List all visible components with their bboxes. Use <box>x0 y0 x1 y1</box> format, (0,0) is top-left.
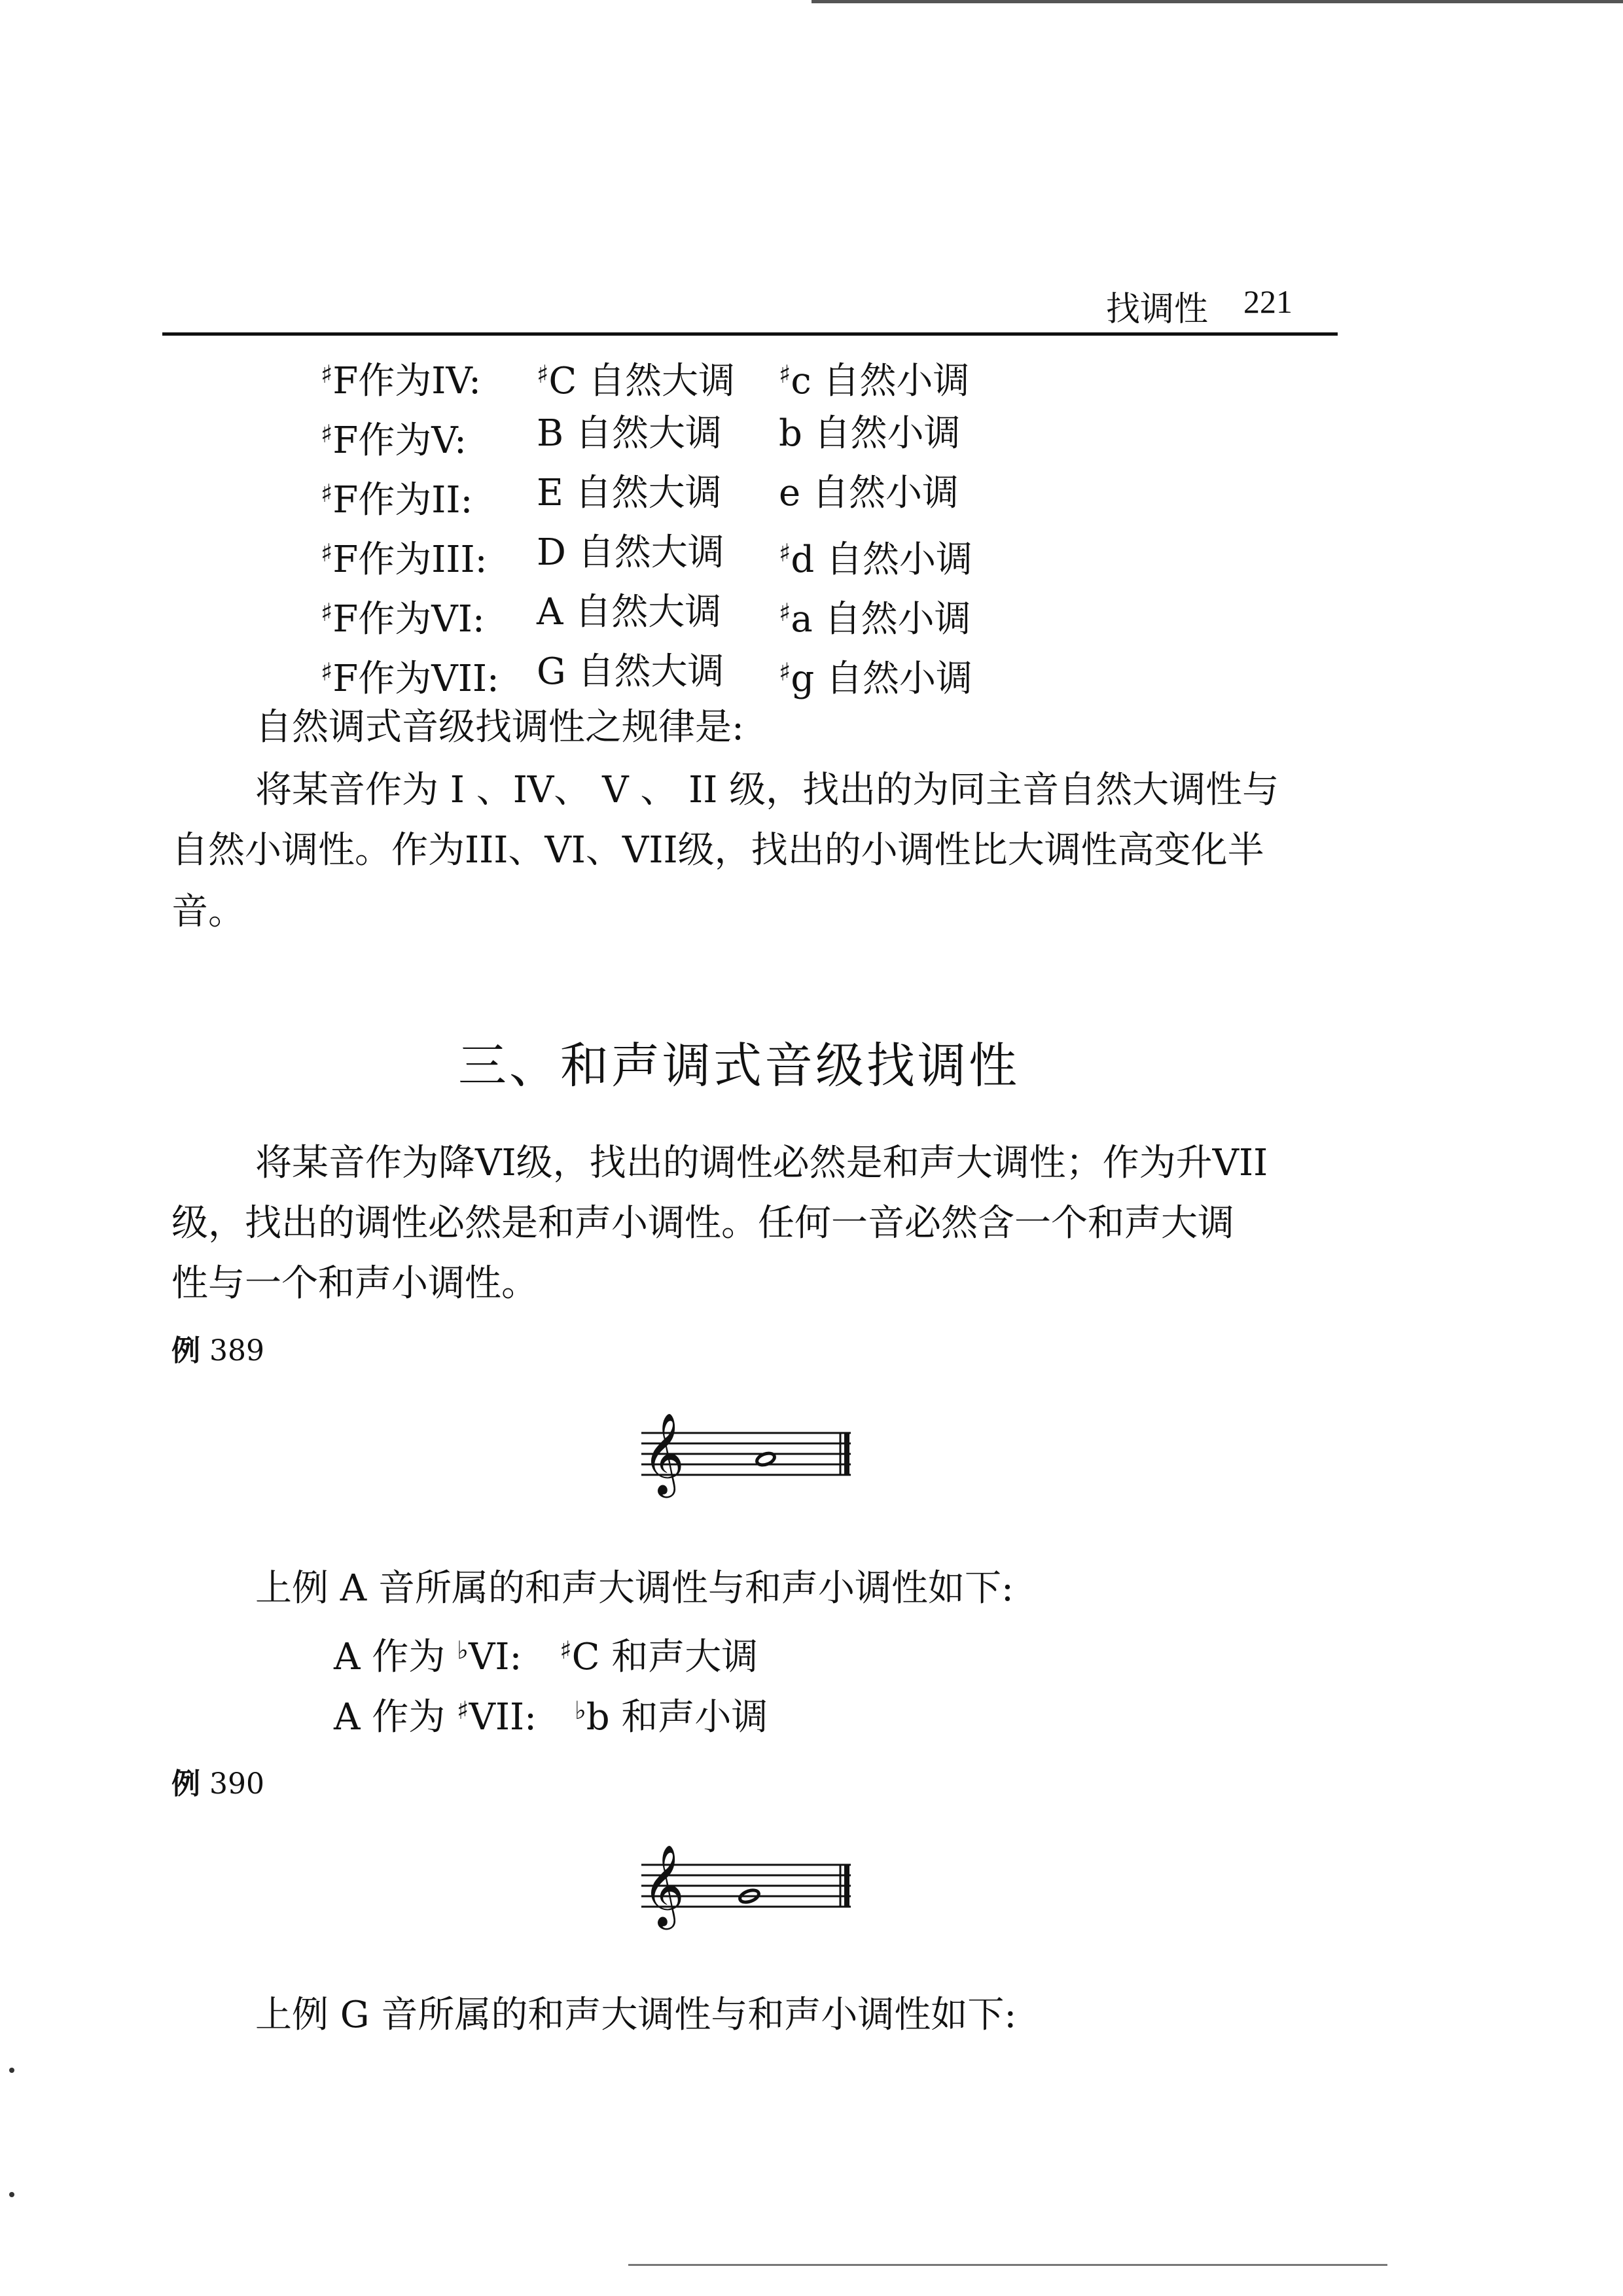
scale-degree-cell <box>321 646 499 705</box>
major-key-cell <box>537 527 724 579</box>
major-key-cell <box>537 586 721 639</box>
harmonic-row-2 <box>334 1684 768 1744</box>
scan-speck <box>9 2068 14 2073</box>
note-name: F <box>332 598 359 641</box>
degree-role: 作为VI: <box>358 598 485 641</box>
major-key: D 自然大调 <box>537 531 724 574</box>
scale-degree-cell <box>321 408 467 467</box>
sharp-icon: ♯ <box>321 478 333 508</box>
harmonic-row-1-prefix: A 作为 <box>334 1636 457 1678</box>
example-390-label <box>171 1760 264 1802</box>
treble-clef-icon: 𝄞 <box>643 1413 685 1494</box>
degree-role: 作为II: <box>358 479 473 521</box>
flat-icon: ♭ <box>457 1635 469 1665</box>
section-heading: 三、和声调式音级找调性 <box>458 1038 1020 1094</box>
sharp-icon: ♯ <box>779 597 791 627</box>
sharp-icon: ♯ <box>779 538 791 567</box>
treble-clef-icon: 𝄞 <box>643 1845 685 1926</box>
bottom-scan-line <box>628 2264 1387 2266</box>
degree-role: 作为VII: <box>358 658 499 700</box>
harmonic-row-2-degree: VII: <box>469 1696 537 1739</box>
major-key: A 自然大调 <box>537 591 722 633</box>
sharp-icon: ♯ <box>779 657 791 686</box>
minor-key: c 自然小调 <box>791 360 970 402</box>
example-389-intro: 上例 A 音所属的和声大调性与和声小调性如下: <box>255 1567 1014 1610</box>
example-number: 389 <box>209 1334 264 1368</box>
example-389-label <box>171 1327 264 1369</box>
harmonic-row-1-degree: VI: <box>468 1636 522 1678</box>
major-key-cell <box>537 467 722 520</box>
minor-key: d 自然小调 <box>791 539 973 581</box>
minor-key: e 自然小调 <box>779 472 959 514</box>
major-key: B 自然大调 <box>537 412 722 455</box>
minor-key: a 自然小调 <box>791 598 971 641</box>
degree-role: 作为III: <box>358 539 488 581</box>
example-label-char: 例 <box>171 1334 200 1368</box>
rule-intro: 自然调式音级找调性之规律是: <box>255 706 744 749</box>
rule-paragraph-line-1: 将某音作为 I 、IV、 V 、 II 级，找出的为同主音自然大调性与 <box>255 769 1279 811</box>
example-label-char: 例 <box>171 1767 200 1801</box>
scale-degree-cell <box>321 586 485 646</box>
harmonic-paragraph-line-2: 级，找出的调性必然是和声小调性。任何一音必然含一个和声大调 <box>171 1202 1234 1245</box>
minor-key: g 自然小调 <box>791 658 973 700</box>
header-rule <box>162 332 1338 336</box>
note-name: F <box>332 419 359 462</box>
sharp-icon: ♯ <box>457 1695 469 1725</box>
major-key-cell <box>537 408 722 460</box>
major-key: E 自然大调 <box>537 472 722 514</box>
rule-paragraph-line-2: 自然小调性。作为III、VI、VII级，找出的小调性比大调性高变化半 <box>171 829 1264 872</box>
scan-speck <box>9 2192 14 2197</box>
sharp-icon: ♯ <box>779 359 791 389</box>
running-header-title: 找调性 <box>1106 290 1209 329</box>
sharp-icon: ♯ <box>321 657 333 686</box>
natural-table-row <box>0 586 1309 639</box>
flat-icon: ♭ <box>574 1695 586 1725</box>
minor-key-cell <box>779 586 971 646</box>
note-name: F <box>332 658 359 700</box>
note-name: F <box>332 360 359 402</box>
major-key-cell <box>537 348 735 408</box>
scale-degree-cell <box>321 527 487 586</box>
minor-key-cell <box>779 348 970 408</box>
harmonic-row-2-result: b 和声小调 <box>586 1696 768 1739</box>
harmonic-row-1-result: C 和声大调 <box>571 1636 758 1678</box>
example-390-staff <box>635 1819 857 1930</box>
sharp-icon: ♯ <box>321 597 333 627</box>
harmonic-row-1 <box>334 1624 758 1684</box>
harmonic-paragraph-line-3: 性与一个和声小调性。 <box>171 1262 538 1305</box>
minor-key-cell <box>779 408 961 460</box>
minor-key: b 自然小调 <box>779 412 961 455</box>
harmonic-row-2-prefix: A 作为 <box>334 1696 457 1739</box>
example-number: 390 <box>209 1767 264 1801</box>
major-key: C 自然大调 <box>548 360 736 402</box>
sharp-icon: ♯ <box>321 359 333 389</box>
scale-degree-cell <box>321 467 473 527</box>
rule-paragraph-line-3: 音。 <box>171 891 245 933</box>
degree-role: 作为V: <box>358 419 467 462</box>
top-edge-rule <box>812 0 1623 3</box>
major-key-cell <box>537 646 724 698</box>
major-key: G 自然大调 <box>537 650 724 693</box>
degree-role: 作为IV: <box>358 360 482 402</box>
sharp-icon: ♯ <box>321 538 333 567</box>
minor-key-cell <box>779 467 959 520</box>
natural-table-row <box>0 527 1309 579</box>
harmonic-paragraph-line-1: 将某音作为降VI级，找出的调性必然是和声大调性；作为升VII <box>255 1142 1268 1184</box>
minor-key-cell <box>779 646 972 705</box>
example-390-intro: 上例 G 音所属的和声大调性与和声小调性如下: <box>255 1994 1017 2036</box>
natural-table-row <box>0 646 1309 698</box>
natural-table-row <box>0 467 1309 520</box>
minor-key-cell <box>779 527 972 586</box>
example-389-staff <box>635 1387 857 1498</box>
sharp-icon: ♯ <box>321 419 333 448</box>
scale-degree-cell <box>321 348 481 408</box>
natural-table-row <box>0 408 1309 460</box>
note-name: F <box>332 479 359 521</box>
natural-table-row <box>0 348 1309 400</box>
page-number: 221 <box>1243 283 1293 320</box>
note-name: F <box>332 539 359 581</box>
sharp-icon: ♯ <box>560 1635 572 1665</box>
sharp-icon: ♯ <box>537 359 549 389</box>
